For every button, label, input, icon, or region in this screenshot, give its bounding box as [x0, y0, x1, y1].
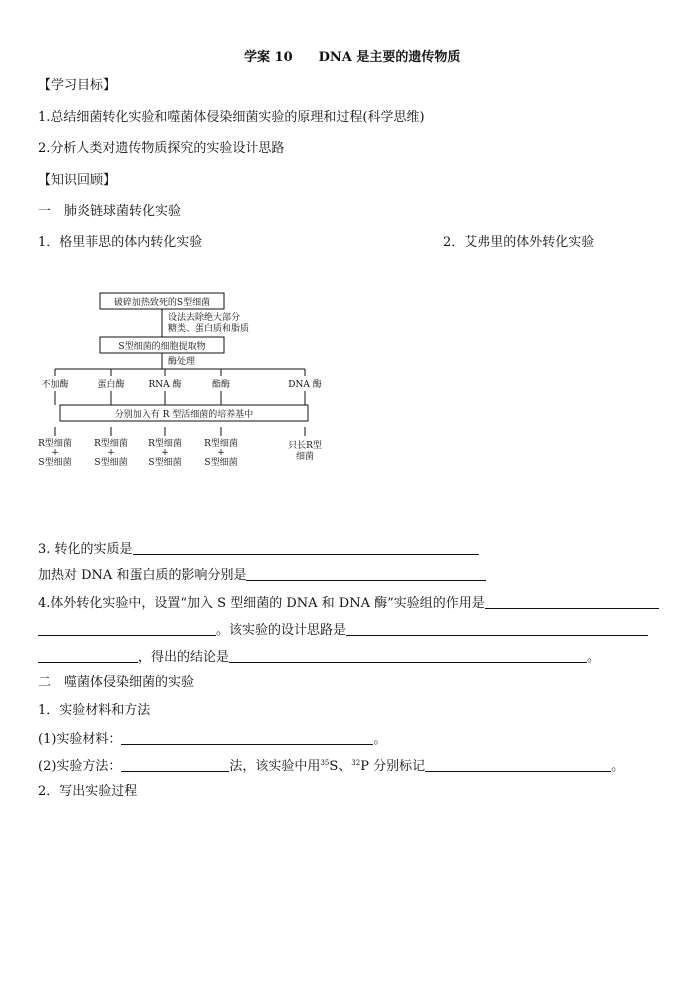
- answer-blank-materials[interactable]: [121, 730, 373, 745]
- text-step1-line2: 糖类、蛋白质和脂质: [168, 324, 250, 334]
- answer-blank-design-idea[interactable]: [346, 621, 648, 636]
- part2-question-1-label: (1)实验材料：: [38, 732, 122, 747]
- result-r-label: R型细菌: [148, 439, 182, 449]
- part2-item-1: 1．实验材料和方法: [38, 703, 151, 718]
- part2-question-2: [38, 757, 624, 775]
- result-plus: +: [161, 448, 169, 458]
- isotope-s: S、: [329, 759, 352, 774]
- isotope-35: 35: [320, 759, 330, 767]
- result-s-label: S型细菌: [94, 458, 128, 468]
- item-griffith-experiment: 1．格里菲思的体内转化实验: [38, 235, 203, 250]
- section-learning-goals: 【学习目标】: [38, 78, 117, 93]
- answer-blank-labeling[interactable]: [425, 757, 611, 772]
- text-heat-killed-s: 破碎加热致死的S型细菌: [113, 298, 211, 308]
- part2-question-2-label: (2)实验方法：: [38, 759, 122, 774]
- period: 。: [373, 732, 387, 747]
- question-3b-label: 加热对 DNA 和蛋白质的影响分别是: [38, 568, 247, 583]
- enzyme-label-rnase: RNA 酶: [148, 380, 182, 390]
- part2-question-1: [38, 730, 386, 748]
- isotope-p: P 分别标记: [360, 759, 426, 774]
- result-s-label: S型细菌: [38, 458, 72, 468]
- isotope-32: 32: [351, 759, 361, 767]
- avery-experiment-diagram: [34, 288, 334, 474]
- text-enzyme-treatment: 酶处理: [168, 357, 196, 367]
- section-knowledge-review: 【知识回顾】: [38, 173, 117, 188]
- question-4-line3: [38, 648, 600, 666]
- question-4-label: 4.体外转化实验中，设置“加入 S 型细菌的 DNA 和 DNA 酶”实验组的作用是: [38, 596, 485, 611]
- result-r-label: R型细菌: [94, 439, 128, 449]
- goal-2: 2.分析人类对遗传物质探究的实验设计思路: [38, 141, 285, 156]
- result-plus: +: [51, 448, 59, 458]
- answer-blank-conclusion[interactable]: [229, 648, 587, 663]
- question-3: [38, 540, 479, 558]
- question-4: [38, 594, 659, 612]
- goal-1: 1.总结细菌转化实验和噬菌体侵染细菌实验的原理和过程(科学思维): [38, 110, 425, 125]
- part1-heading: 一 肺炎链球菌转化实验: [38, 204, 182, 219]
- result-plus: +: [217, 448, 225, 458]
- result-only-r-line1: 只长R型: [288, 441, 322, 451]
- period: 。: [587, 650, 601, 665]
- enzyme-label-none: 不加酶: [41, 380, 69, 390]
- item-avery-experiment: 2．艾弗里的体外转化实验: [443, 235, 595, 250]
- part2-item-2: 2．写出实验过程: [38, 784, 138, 799]
- enzyme-label-esterase: 酯酶: [211, 380, 231, 390]
- question-3b: [38, 566, 486, 584]
- question-4-design-label: 。该实验的设计思路是: [216, 623, 347, 638]
- enzyme-label-protease: 蛋白酶: [97, 380, 125, 390]
- answer-blank-design-idea-cont[interactable]: [38, 648, 138, 663]
- text-step1-line1: 设法去除绝大部分: [168, 313, 241, 323]
- answer-blank-heat-effect[interactable]: [246, 566, 486, 581]
- part2-heading: 二 噬菌体侵染细菌的实验: [38, 675, 195, 690]
- result-only-r-line2: 细菌: [295, 452, 315, 462]
- text-s-extract: S型细菌的细胞提取物: [118, 342, 206, 352]
- page-title: 学案 10 DNA 是主要的遗传物质: [244, 50, 461, 65]
- question-3-label: 3. 转化的实质是: [38, 542, 133, 557]
- result-s-label: S型细菌: [148, 458, 182, 468]
- answer-blank-dnase-group-role-cont[interactable]: [38, 621, 216, 636]
- result-r-label: R型细菌: [38, 439, 72, 449]
- enzyme-label-dnase: DNA 酶: [288, 380, 322, 390]
- result-r-label: R型细菌: [204, 439, 238, 449]
- period: 。: [611, 759, 625, 774]
- answer-blank-method[interactable]: [121, 757, 229, 772]
- question-4-line2: [38, 621, 648, 639]
- question-4-conclusion-label: ，得出的结论是: [138, 650, 230, 665]
- answer-blank-dnase-group-role[interactable]: [485, 594, 659, 609]
- part2-question-2-mid: 法，该实验中用: [229, 759, 321, 774]
- result-s-label: S型细菌: [204, 458, 238, 468]
- answer-blank-transformation-essence[interactable]: [133, 540, 479, 555]
- result-plus: +: [107, 448, 115, 458]
- text-r-medium: 分别加入有 R 型活细菌的培养基中: [114, 410, 254, 420]
